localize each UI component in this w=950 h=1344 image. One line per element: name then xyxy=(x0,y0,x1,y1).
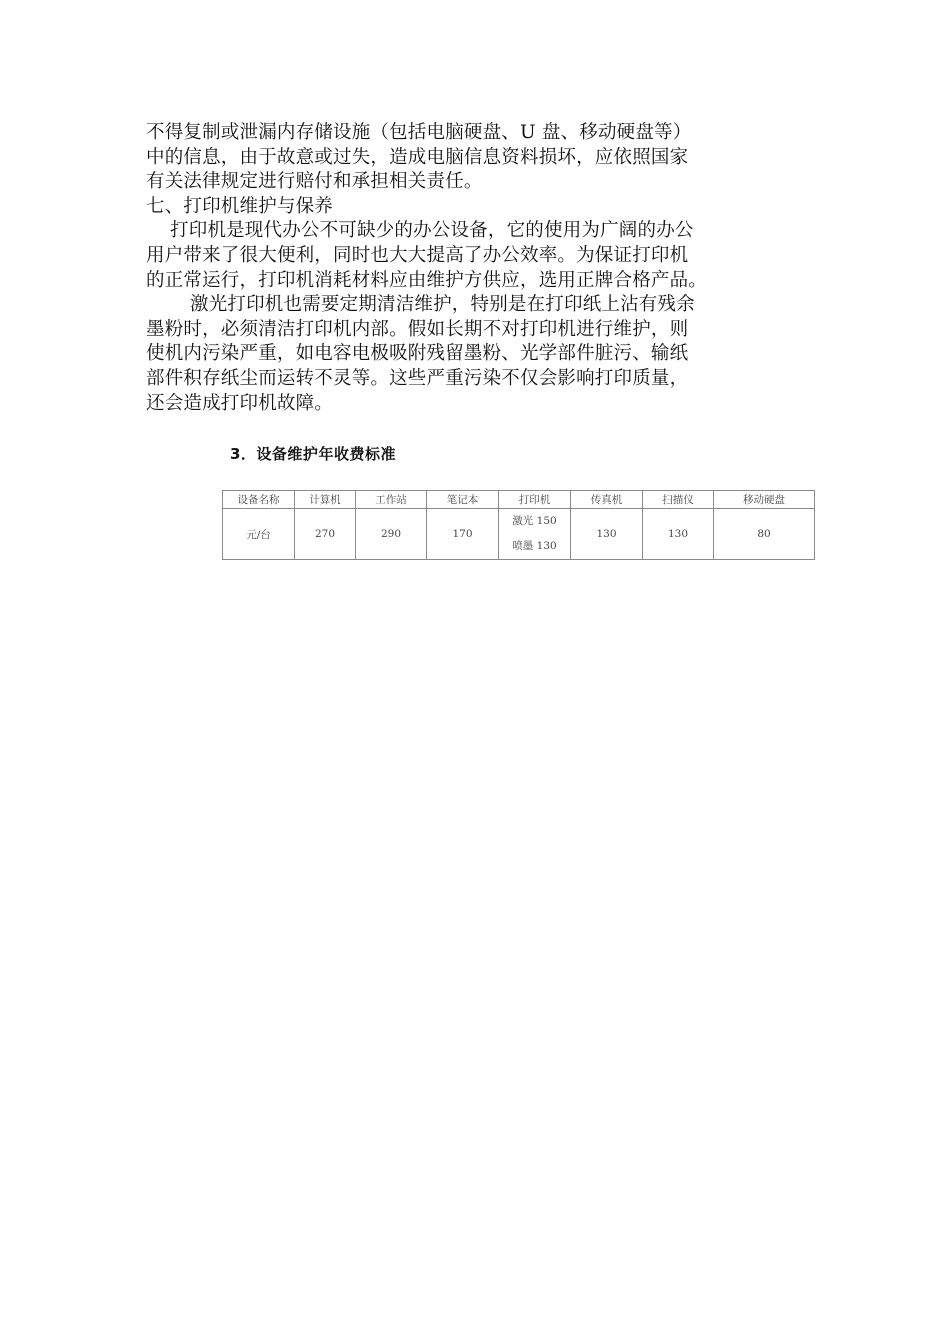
table-cell: 130 xyxy=(643,509,714,560)
table-row xyxy=(223,509,815,560)
paragraph-line: 不得复制或泄漏内存储设施（包括电脑硬盘、U 盘、移动硬盘等） xyxy=(146,122,692,143)
body-text xyxy=(146,121,808,416)
paragraph-line: 部件积存纸尘而运转不灵等。这些严重污染不仅会影响打印质量， xyxy=(146,367,689,389)
printer-laser-price: 激光 150 xyxy=(512,515,557,527)
table-cell: 290 xyxy=(356,509,427,560)
section-heading: 七、打印机维护与保养 xyxy=(146,195,334,217)
table-header-cell: 移动硬盘 xyxy=(714,491,815,509)
paragraph-line: 的正常运行，打印机消耗材料应由维护方供应，选用正牌合格产品。 xyxy=(146,269,708,291)
paragraph-line: 使机内污染严重，如电容电极吸附残留墨粉、光学部件脏污、输纸 xyxy=(146,343,689,365)
table-header-cell: 设备名称 xyxy=(223,491,295,509)
table-header-cell: 扫描仪 xyxy=(643,491,714,509)
table-cell: 元/台 xyxy=(223,509,295,560)
paragraph-line: 用户带来了很大便利，同时也大大提高了办公效率。为保证打印机 xyxy=(146,244,689,266)
table-header-cell: 传真机 xyxy=(571,491,643,509)
table-header-cell: 打印机 xyxy=(499,491,571,509)
table-header-cell: 工作站 xyxy=(356,491,427,509)
paragraph-line: 墨粉时，必须清洁打印机内部。假如长期不对打印机进行维护，则 xyxy=(146,318,689,340)
fee-table-title: 3．设备维护年收费标准 xyxy=(230,445,396,463)
paragraph-line: 激光打印机也需要定期清洁维护，特别是在打印纸上沾有残余 xyxy=(190,294,695,316)
fee-table xyxy=(222,490,815,560)
table-cell: 270 xyxy=(295,509,356,560)
table-cell: 80 xyxy=(714,509,815,560)
table-header-cell: 笔记本 xyxy=(427,491,499,509)
paragraph-line: 打印机是现代办公不可缺少的办公设备，它的使用为广阔的办公 xyxy=(170,220,694,242)
paragraph-line: 中的信息，由于故意或过失，造成电脑信息资料损坏，应依照国家 xyxy=(146,146,689,168)
paragraph-line: 还会造成打印机故障。 xyxy=(146,392,334,414)
table-cell: 130 xyxy=(571,509,643,560)
table-header-cell: 计算机 xyxy=(295,491,356,509)
table-header-row xyxy=(223,491,815,509)
table-cell: 170 xyxy=(427,509,499,560)
table-cell-printer xyxy=(499,509,571,560)
printer-inkjet-price: 喷墨 130 xyxy=(512,540,557,552)
paragraph-line: 有关法律规定进行赔付和承担相关责任。 xyxy=(146,171,483,193)
